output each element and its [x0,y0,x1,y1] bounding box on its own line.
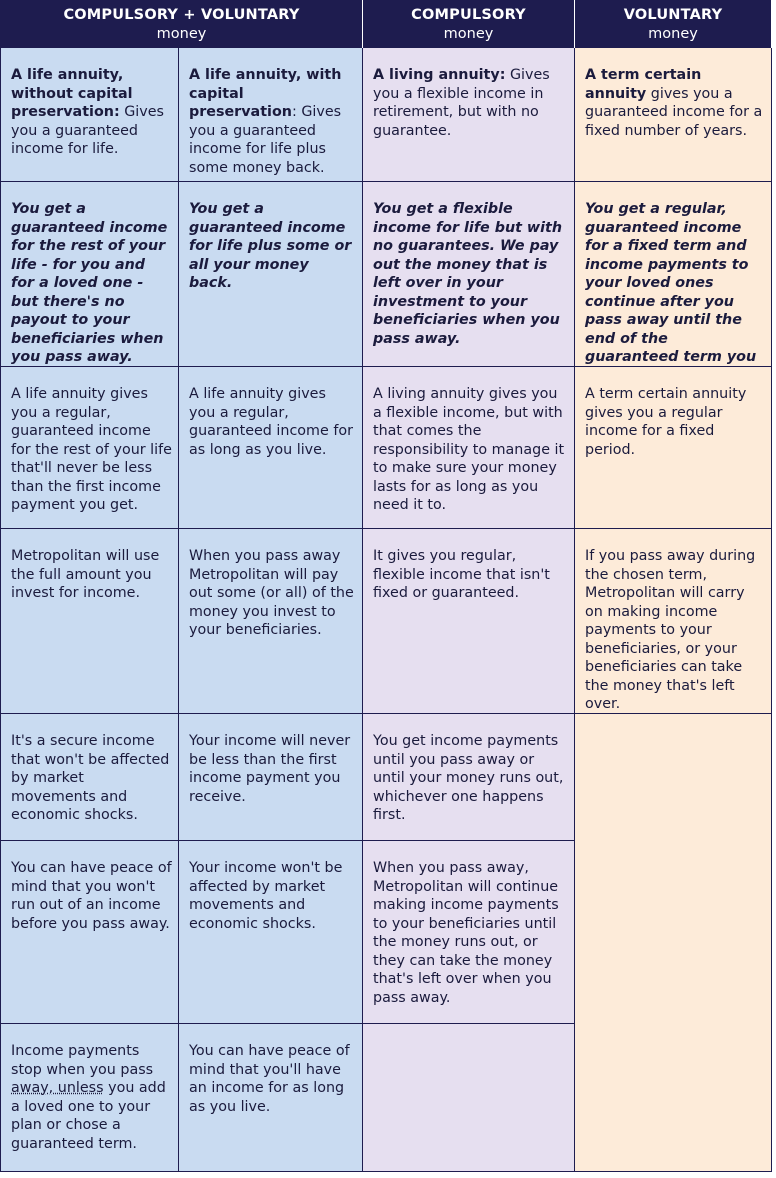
cell-detail: A life annuity gives you a regular, guaranteed income for as long as you live. [179,367,363,529]
cell-empty-compulsory [363,1024,575,1172]
product-description: : Gives you a guaranteed income for life plus some money back. [189,104,342,176]
cell-life-annuity-no-preservation-intro [1,48,179,182]
cell-detail: If you pass away during the chosen term, Metropolitan will carry on making income payments to your beneficiaries, or your beneficiaries can take the money that's left over. [575,529,772,714]
cell-empty-voluntary [575,714,772,1172]
header-subtitle: money [156,26,207,42]
cell-detail: Metropolitan will use the full amount you invest for income. [1,529,179,714]
product-name: A life annuity, with capital preservation [189,67,342,120]
cell-text: Income payments stop when you pass [11,1043,154,1078]
cell-text: you add a loved one to your plan or chose a guaranteed term. [11,1080,166,1152]
header-subtitle: money [648,26,698,42]
cell-detail: A life annuity gives you a regular, guaranteed income for the rest of your life that'll never be less than the first income payment you get. [1,367,179,529]
header-subtitle: money [443,26,494,42]
product-description: gives you a guaranteed income for a fixed number of years. [585,85,763,139]
header-title: COMPULSORY [411,7,526,23]
cell-detail [1,1024,179,1172]
cell-detail: A term certain annuity gives you a regular income for a fixed period. [575,367,772,529]
cell-summary: You get a flexible income for life but with no guarantees. We pay out the money that is left over in your investment to your beneficiaries when you pass away. [363,182,575,367]
cell-detail: You can have peace of mind that you won't run out of an income before you pass away. [1,841,179,1024]
cell-summary: You get a regular, guaranteed income for a fixed term and income payments to your loved ones continue after you pass away until the end of the guaranteed term you [575,182,772,367]
header-voluntary [575,0,772,48]
cell-detail: A living annuity gives you a flexible income, but with that comes the responsibility to manage it to make sure your money lasts for as long as you need it to. [363,367,575,529]
cell-living-annuity-intro [363,48,575,182]
product-name: A term certain annuity [585,67,702,102]
glossary-link[interactable]: away, unless [11,1080,104,1096]
product-name: A living annuity: [373,67,506,83]
product-name: A life annuity, without capital preservation: [11,67,133,120]
header-compulsory [363,0,575,48]
header-compulsory-voluntary [1,0,363,48]
cell-detail: You get income payments until you pass away or until your money runs out, whichever one happens first. [363,714,575,841]
cell-detail: Your income will never be less than the first income payment you receive. [179,714,363,841]
cell-detail: You can have peace of mind that you'll have an income for as long as you live. [179,1024,363,1172]
cell-term-certain-intro [575,48,772,182]
cell-life-annuity-preservation-intro [179,48,363,182]
cell-detail: When you pass away, Metropolitan will continue making income payments to your beneficiaries until the money runs out, or they can take the money that's left over when you pass away. [363,841,575,1024]
cell-summary: You get a guaranteed income for the rest of your life - for you and for a loved one - but there's no payout to your beneficiaries when you pass away. [1,182,179,367]
product-description: Gives you a guaranteed income for life. [11,104,164,157]
product-description: Gives you a flexible income in retirement, but with no guarantee. [373,67,550,139]
cell-detail: It gives you regular, flexible income that isn't fixed or guaranteed. [363,529,575,714]
header-title: COMPULSORY + VOLUNTARY [63,7,300,23]
cell-detail: Your income won't be affected by market movements and economic shocks. [179,841,363,1024]
cell-detail: It's a secure income that won't be affected by market movements and economic shocks. [1,714,179,841]
header-title: VOLUNTARY [623,7,723,23]
cell-summary: You get a guaranteed income for life plus some or all your money back. [179,182,363,367]
cell-detail: When you pass away Metropolitan will pay out some (or all) of the money you invest to your beneficiaries. [179,529,363,714]
